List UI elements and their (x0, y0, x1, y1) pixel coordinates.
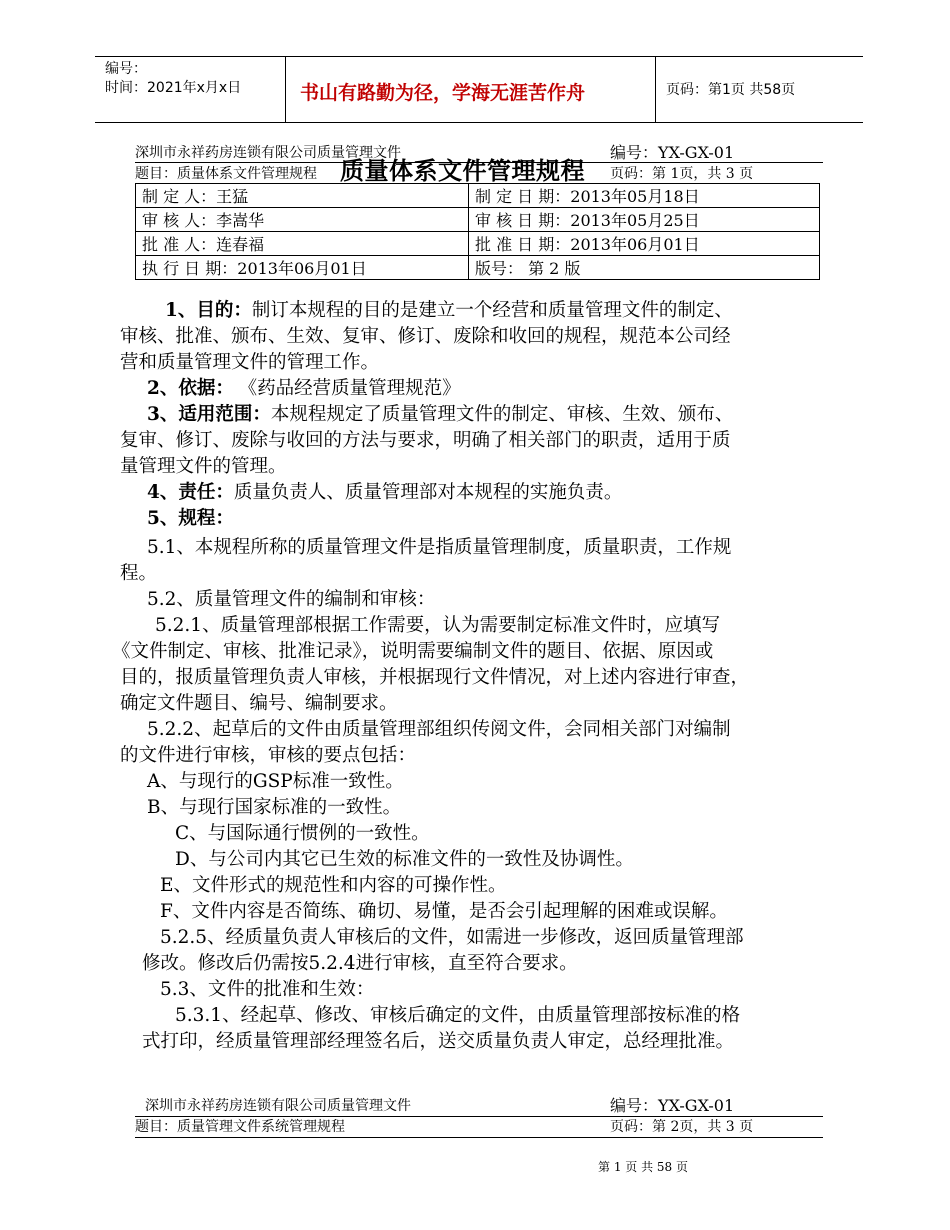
paragraph-line: 量管理文件的管理。 (120, 456, 287, 477)
paragraph-line: 的文件进行审核，审核的要点包括： (120, 745, 417, 766)
footer-title-line: 题目：质量管理文件系统管理规程 (135, 1119, 345, 1135)
paragraph-text: 本规程规定了质量管理文件的制定、审核、生效、颁布、 (270, 404, 734, 425)
paragraph-line: 5.2.1、质量管理部根据工作需要，认为需要制定标准文件时，应填写 (155, 615, 721, 636)
header-time: 时间：2021年x月x日 (105, 80, 242, 96)
paragraph-line: 5.1、本规程所称的质量管理文件是指质量管理制度，质量职责，工作规 (147, 537, 732, 558)
section-heading: 2、依据： (147, 378, 234, 399)
paragraph-line: 复审、修订、废除与收回的方法与要求，明确了相关部门的职责，适用于质 (120, 430, 731, 451)
list-item: B、与现行国家标准的一致性。 (147, 797, 402, 818)
table-row (136, 232, 820, 256)
section-scope-line (147, 402, 733, 428)
header-page-info: 页码：第1页 共58页 (666, 82, 796, 98)
approval-date-cell: 批 准 日 期：2013年06月01日 (469, 232, 820, 256)
table-row (136, 208, 820, 232)
paragraph-text: 《药品经营质量管理规范》 (247, 378, 461, 399)
list-item: D、与公司内其它已生效的标准文件的一致性及协调性。 (175, 849, 634, 870)
doc-number: 编号：YX-GX-01 (610, 143, 735, 162)
header-bottom-rule (95, 122, 863, 123)
paragraph-line: 5.2.2、起草后的文件由质量管理部组织传阅文件，会同相关部门对编制 (147, 719, 731, 740)
section-heading: 4、责任： (147, 482, 234, 503)
section-basis-line (147, 376, 461, 402)
header-divider (655, 56, 656, 122)
author-cell: 制 定 人：王猛 (136, 184, 469, 208)
paragraph-line: 目的，报质量管理负责人审核，并根据现行文件情况，对上述内容进行审查， (120, 667, 750, 688)
effective-date-cell: 执 行 日 期：2013年06月01日 (136, 256, 469, 280)
review-date-cell: 审 核 日 期：2013年05月25日 (469, 208, 820, 232)
reviewer-cell: 审 核 人：李嵩华 (136, 208, 469, 232)
approver-cell: 批 准 人：连春福 (136, 232, 469, 256)
list-item: E、文件形式的规范性和内容的可操作性。 (160, 875, 507, 896)
list-item: C、与国际通行惯例的一致性。 (175, 823, 430, 844)
header-divider (285, 56, 286, 122)
document-info-table (135, 183, 820, 280)
section-procedure-line (147, 506, 234, 532)
paragraph-text: 质量负责人、质量管理部对本规程的实施负责。 (233, 482, 623, 503)
paragraph-line: 5.3、文件的批准和生效： (160, 979, 375, 1000)
author-date-cell: 制 定 日 期：2013年05月18日 (469, 184, 820, 208)
footer-rule (135, 1137, 823, 1138)
paragraph-line: 营和质量管理文件的管理工作。 (120, 352, 380, 373)
footer-rule (135, 1116, 823, 1117)
list-item: A、与现行的GSP标准一致性。 (147, 771, 404, 792)
header-motto: 书山有路勤为径，学海无涯苦作舟 (300, 82, 586, 104)
page-number: 第 1 页 共 58 页 (598, 1160, 688, 1174)
paragraph-line: 审核、批准、颁布、生效、复审、修订、废除和收回的规程，规范本公司经 (120, 326, 731, 347)
section-responsibility-line (147, 480, 622, 506)
doc-title-line: 题目：质量体系文件管理规程 (135, 166, 317, 182)
header-top-rule (95, 56, 863, 57)
version-cell: 版号： 第 2 版 (469, 256, 820, 280)
section-heading: 3、适用范围： (147, 404, 271, 425)
table-row (136, 184, 820, 208)
paragraph-line: 确定文件题目、编号、编制要求。 (120, 693, 398, 714)
paragraph-text: 制订本规程的目的是建立一个经营和质量管理文件的制定、 (251, 300, 733, 321)
document-title: 质量体系文件管理规程 (340, 156, 585, 185)
paragraph-line: 5.2、质量管理文件的编制和审核： (147, 589, 436, 610)
footer-doc-number: 编号：YX-GX-01 (610, 1096, 735, 1115)
header-code-label: 编号： (105, 61, 147, 77)
footer-company: 深圳市永祥药房连锁有限公司质量管理文件 (145, 1098, 411, 1114)
list-item: F、文件内容是否简练、确切、易懂，是否会引起理解的困难或误解。 (160, 901, 728, 922)
table-row (136, 256, 820, 280)
paragraph-line: 修改。修改后仍需按5.2.4进行审核，直至符合要求。 (142, 953, 578, 974)
paragraph-line: 5.3.1、经起草、修改、审核后确定的文件，由质量管理部按标准的格 (175, 1005, 741, 1026)
section-heading: 5、规程： (147, 508, 234, 529)
section-purpose-line (165, 298, 733, 324)
doc-page-line: 页码：第 1页，共 3 页 (610, 166, 754, 182)
footer-page-line: 页码：第 2页，共 3 页 (610, 1119, 754, 1135)
paragraph-line: 5.2.5、经质量负责人审核后的文件，如需进一步修改，返回质量管理部 (160, 927, 744, 948)
paragraph-line: 式打印，经质量管理部经理签名后，送交质量负责人审定，总经理批准。 (142, 1031, 735, 1052)
paragraph-line: 《文件制定、审核、批准记录》，说明需要编制文件的题目、依据、原因或 (112, 641, 714, 662)
section-heading: 1、目的： (165, 300, 252, 321)
doc-company: 深圳市永祥药房连锁有限公司质量管理文件 (135, 145, 401, 161)
paragraph-line: 程。 (120, 563, 158, 584)
